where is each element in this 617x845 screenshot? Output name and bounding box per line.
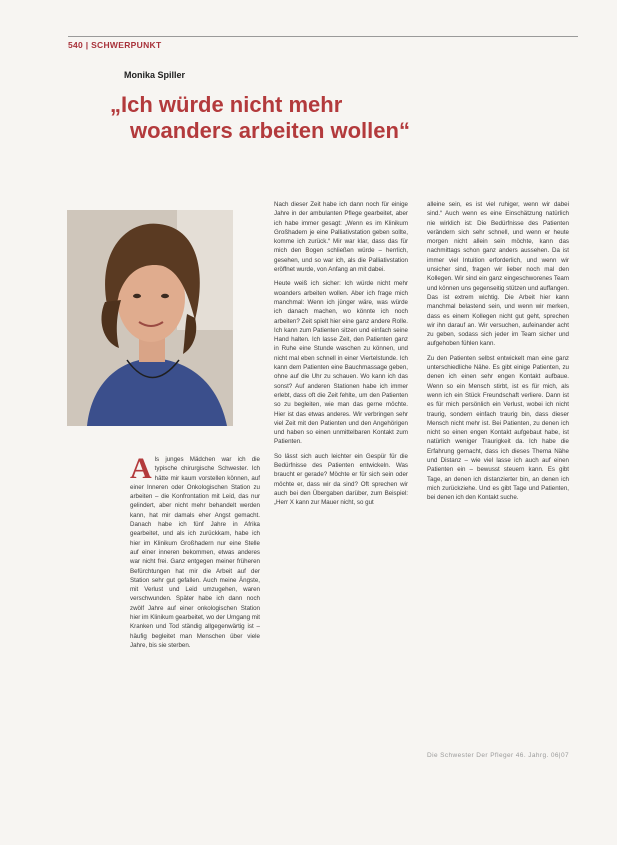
column-3-paragraph-2: Zu den Patienten selbst entwickelt man eine ganz unterschiedliche Nähe. Es gibt einige Patienten, zu denen ich einen sehr engen Kontakt aufbaue. Wenn so ein Mensch stirbt, ist es für mich, als wenn ich ein Stück Freundschaft verliere. Dann ist es für mich persönlich ein Verlust, wobei ich nicht traurig, sondern einfach traurig bin, dass dieser Mensch nicht mehr ist. Bei Patienten, zu denen ich nicht so einen engen Kontakt aufgebaut habe, ist natürlich weniger Traurigkeit da. Ich habe die Erfahrung gemacht, dass ich dieses Thema Nähe und Distanz – wie viel lasse ich auch auf einen Patienten ein – bewusst steuern kann. Es gibt Tage, an denen ich distanzierter bin, an denen ich mich zurückziehe. Und es gibt Tage und Patienten, bei denen ich den Kontakt suche. [427,354,569,502]
portrait-illustration [67,210,233,426]
column-2-paragraph-1: Nach dieser Zeit habe ich dann noch für einige Jahre in der ambulanten Pflege gearbeitet, aber ich habe immer gesagt: „Wenn es im Klinikum Großhadern je eine Palliativstation geben sollte, komme ich zurück.“ Mir war klar, dass das für mich den Bogen schließen würde – herrlich, gesehen, und so war ich, als die Palliativstation eröffnet wurde, von Anfang an mit dabei. [274,201,408,274]
page-header [68,36,578,53]
portrait-photo [67,210,233,426]
column-3 [427,200,569,508]
author-name: Monika Spiller [124,70,186,80]
column-2-paragraph-2: Heute weiß ich sicher: Ich würde nicht mehr woanders arbeiten wollen. Aber ich frage mich manchmal: Wenn ich jünger wäre, was würde ich danach machen, wo könnte ich noch arbeiten? Zeit spielt hier eine ganz andere Rolle. Ich kann zum Patienten sitzen und einfach seine Hand halten. Ich lasse Zeit, den Patienten ganz in Ruhe eine Stunde waschen zu können, und nicht mal eben schnell in einer Viertelstunde. Ich kann dem Patienten eine Bauchmassage geben, ohne auf die Uhr zu schauen. Wo kann ich das sonst? Auf anderen Stationen habe ich immer erlebt, dass oft die Zeit fehlte, um den Patienten so zu begleiten, wie man das gerne möchte. Hier ist das etwas anderes. Wir verbringen sehr viel Zeit mit den Patienten und den Angehörigen und haben so einen unmittelbaren Kontakt zum Patienten. [274,280,408,446]
column-1 [130,452,260,655]
column-2 [274,200,408,513]
column-1-paragraph [130,452,260,650]
title-line-2: woanders arbeiten wollen“ [130,118,410,143]
column-2-paragraph-3: So lässt sich auch leichter ein Gespür für die Bedürfnisse des Patienten entwickeln. Was braucht er gerade? Möchte er für sich sein oder möchte er, dass wir da sind? Oft sprechen wir auch bei den Übergaben darüber, zum Beispiel: „Herr X kann zur Mauer nicht, so gut [274,452,408,507]
title-line-1: „Ich würde nicht mehr [110,92,343,117]
drop-cap: A [130,452,152,485]
page-footer: Die Schwester Der Pfleger 46. Jahrg. 06|07 [427,752,570,759]
column-3-paragraph-1: alleine sein, es ist viel ruhiger, wenn wir dabei sind.“ Auch wenn es eine Einschätzung natürlich nie wirklich ist: Die Bedürfnisse des Patienten verändern sich sehr schnell, und wenn er heute morgen nicht allein sein möchte, kann das nachmittags schon ganz anders aussehen. Da ist immer viel Intuition erforderlich, und wenn wir unsicher sind, fragen wir lieber noch mal den Kollegen. Wir sind ein ganz eingeschworenes Team und können uns gegenseitig stützen und auffangen. Das ist extrem wichtig. Die Arbeit hier kann manchmal belastend sein, und wenn wir merken, dass es einem Kollegen nicht gut geht, sprechen wir ihn darauf an. Wir versuchen, aufeinander acht zu geben, sodass sich jeder im Team sicher und aufgehoben fühlen kann. [427,201,569,348]
paragraph-text: ls junges Mädchen war ich die typische chirurgische Schwester. Ich hätte mir kaum vorstellen können, auf einer Inneren oder Onkologischen Station zu arbeiten – die Konfrontation mit Leid, das nur gelindert, aber nicht mehr behandelt werden kann, hat mir damals eher Angst gemacht. Danach habe ich fünf Jahre in Afrika gearbeitet, und als ich zurückkam, habe ich hier im Klinikum Großhadern nur eine Stelle auf einer inneren bekommen, etwas anderes war nicht frei. Ganz entgegen meiner früheren Befürchtungen hat mir die Arbeit auf der Station sehr gut gefallen. Auch meine Ängste, mit Verlust und Leid umzugehen, waren verschwunden. Später habe ich dann noch zwölf Jahre auf einer onkologischen Station hier im Klinikum gearbeitet, wo der Umgang mit Kranken und Tod ständig allgegenwärtig ist – häufig begleitet man Menschen über viele Jahre, bis sie sterben. [130,456,260,649]
article-title [110,92,490,144]
section-rubric: 540 | SCHWERPUNKT [68,40,162,50]
